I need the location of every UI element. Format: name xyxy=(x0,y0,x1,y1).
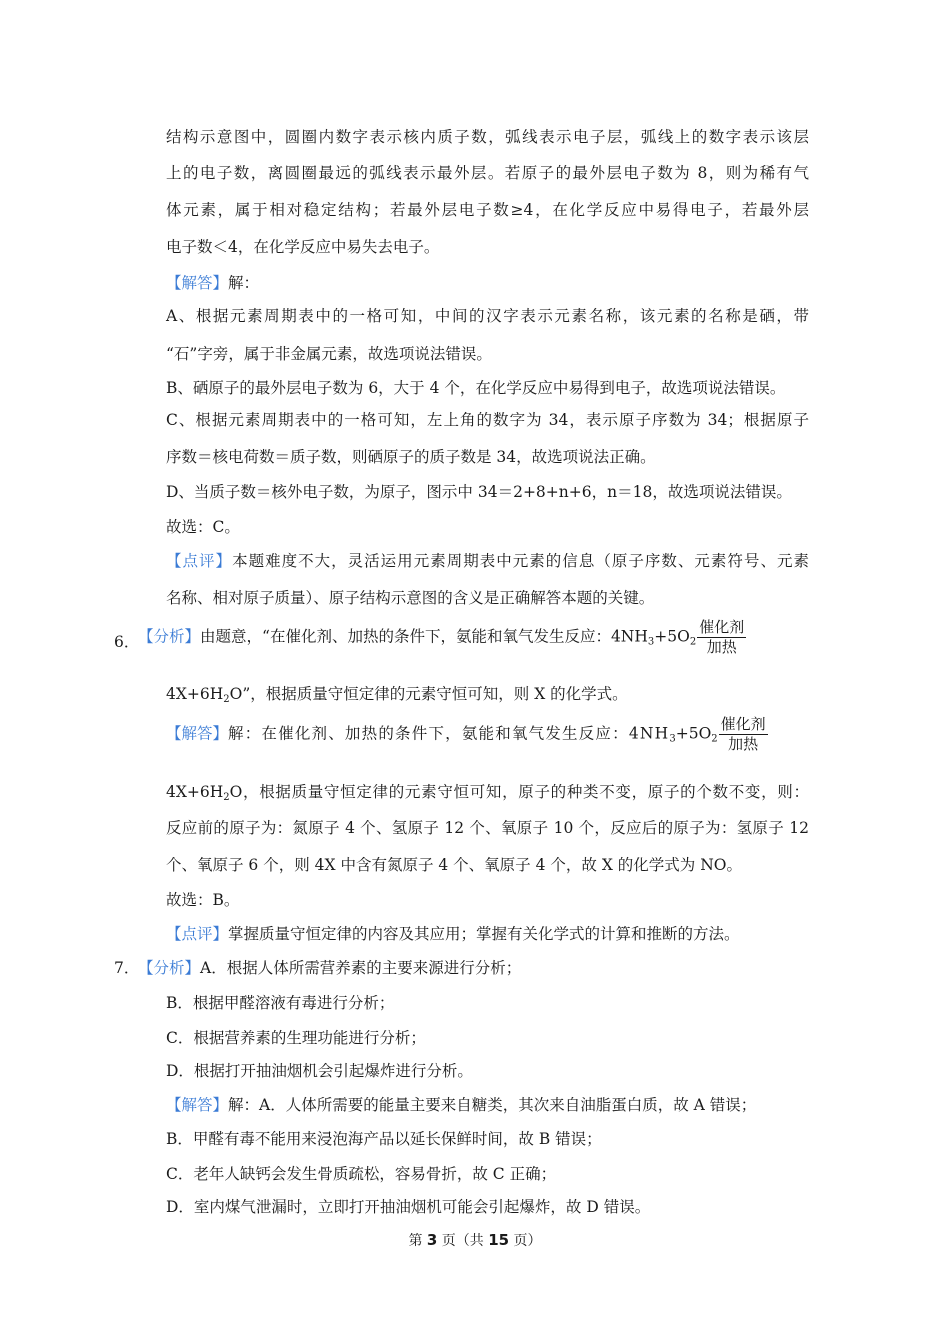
reaction-condition xyxy=(719,716,768,753)
subscript: 2 xyxy=(711,733,718,745)
text-line: C、根据元素周期表中的一格可知，左上角的数字为 34，表示原子序数为 34；根据原子 xyxy=(166,411,809,429)
text-line: “石”字旁，属于非金属元素，故选项说法错误。 xyxy=(166,345,492,363)
review-line xyxy=(166,924,740,944)
footer-text: 页（共 xyxy=(437,1233,489,1249)
subscript: 3 xyxy=(647,636,655,648)
formula-text: 4X+6H xyxy=(166,783,224,801)
text-line: 电子数＜4，在化学反应中易失去电子。 xyxy=(166,238,440,256)
text-line: C．老年人缺钙会发生骨质疏松，容易骨折，故 C 正确； xyxy=(166,1165,557,1183)
condition-heat: 加热 xyxy=(706,638,737,656)
page-footer xyxy=(0,1230,950,1251)
text-line: 故选：C。 xyxy=(166,518,240,536)
analysis-text: A．根据人体所需营养素的主要来源进行分析； xyxy=(200,959,522,977)
text-line: D．根据打开抽油烟机会引起爆炸进行分析。 xyxy=(166,1062,473,1080)
review-line xyxy=(166,551,809,571)
answer-text: 解：在催化剂、加热的条件下，氨能和氧气发生反应：4NH xyxy=(228,724,670,743)
analysis-text: 由题意，“在催化剂、加热的条件下，氨能和氧气发生反应：4NH xyxy=(200,627,648,646)
text-line: 名称、相对原子质量）、原子结构示意图的含义是正确解答本题的关键。 xyxy=(166,589,655,607)
answer-tag: 【解答】 xyxy=(166,274,229,292)
formula-text: +5O xyxy=(654,627,690,646)
page-number: 3 xyxy=(426,1231,438,1249)
text-line: D．室内煤气泄漏时，立即打开抽油烟机可能会引起爆炸，故 D 错误。 xyxy=(166,1198,651,1216)
subscript: 2 xyxy=(223,792,230,803)
answer-tag: 【解答】 xyxy=(166,724,229,743)
text-line: C．根据营养素的生理功能进行分析； xyxy=(166,1029,426,1047)
text-line: B．甲醛有毒不能用来浸泡海产品以延长保鲜时间，故 B 错误； xyxy=(166,1130,602,1148)
reaction-condition xyxy=(697,619,746,656)
text-line: D、当质子数＝核外电子数，为原子，图示中 34＝2+8+n+6，n＝18，故选项说法错误。 xyxy=(166,483,792,501)
subscript: 2 xyxy=(223,694,230,705)
text-line: 故选：B。 xyxy=(166,891,240,909)
text-line: 体元素，属于相对稳定结构；若最外层电子数≥4，在化学反应中易得电子，若最外层 xyxy=(166,201,809,219)
answer-text: 解： xyxy=(228,274,260,292)
condition-heat: 加热 xyxy=(728,735,759,753)
text-line: 反应前的原子为：氮原子 4 个、氢原子 12 个、氧原子 10 个，反应后的原子为：氢原子 12 xyxy=(166,819,809,837)
footer-text: 页） xyxy=(509,1233,542,1249)
footer-text: 第 xyxy=(408,1233,427,1249)
review-text: 掌握质量守恒定律的内容及其应用；掌握有关化学式的计算和推断的方法。 xyxy=(228,925,740,943)
text-line: 个、氧原子 6 个，则 4X 中含有氮原子 4 个、氧原子 4 个，故 X 的化学式为 NO。 xyxy=(166,856,742,874)
text-line: B、硒原子的最外层电子数为 6，大于 4 个，在化学反应中易得到电子，故选项说法错误。 xyxy=(166,379,786,397)
review-text: 本题难度不大，灵活运用元素周期表中元素的信息（原子序数、元素符号、元素 xyxy=(232,552,809,570)
review-tag: 【点评】 xyxy=(166,925,229,943)
answer-header xyxy=(166,273,259,293)
text-line: 上的电子数，离圆圈最远的弧线表示最外层。若原子的最外层电子数为 8，则为稀有气 xyxy=(166,164,809,182)
review-tag: 【点评】 xyxy=(166,552,233,570)
text-line xyxy=(166,684,628,704)
text-line xyxy=(166,782,809,802)
condition-catalyst: 催化剂 xyxy=(720,715,766,733)
q7-answer-line xyxy=(166,1095,756,1115)
q6-answer-line xyxy=(166,716,768,753)
subscript: 3 xyxy=(669,733,676,745)
question-number: 7． xyxy=(114,959,140,977)
text-line: 序数＝核电荷数＝质子数，则硒原子的质子数是 34，故选项说法正确。 xyxy=(166,448,656,466)
q6-analysis-line xyxy=(138,619,746,656)
total-pages: 15 xyxy=(488,1231,510,1249)
text-line: 结构示意图中，圆圈内数字表示核内质子数，弧线表示电子层，弧线上的数字表示该层 xyxy=(166,128,809,146)
text-line: B．根据甲醛溶液有毒进行分析； xyxy=(166,994,395,1012)
condition-catalyst: 催化剂 xyxy=(699,618,745,636)
q7-analysis-line xyxy=(138,958,521,978)
text-line: A、根据元素周期表中的一格可知，中间的汉字表示元素名称，该元素的名称是硒，带 xyxy=(166,307,809,325)
question-number: 6． xyxy=(114,633,140,651)
analysis-tag: 【分析】 xyxy=(138,627,201,646)
answer-tag: 【解答】 xyxy=(166,1096,229,1114)
text: O，根据质量守恒定律的元素守恒可知，原子的种类不变，原子的个数不变，则： xyxy=(229,783,809,801)
answer-text: 解：A．人体所需要的能量主要来自糖类，其次来自油脂蛋白质，故 A 错误； xyxy=(228,1096,757,1114)
text: O”，根据质量守恒定律的元素守恒可知，则 X 的化学式。 xyxy=(229,685,628,703)
formula-text: +5O xyxy=(675,724,712,743)
analysis-tag: 【分析】 xyxy=(138,959,201,977)
formula-text: 4X+6H xyxy=(166,685,224,703)
subscript: 2 xyxy=(689,636,697,648)
